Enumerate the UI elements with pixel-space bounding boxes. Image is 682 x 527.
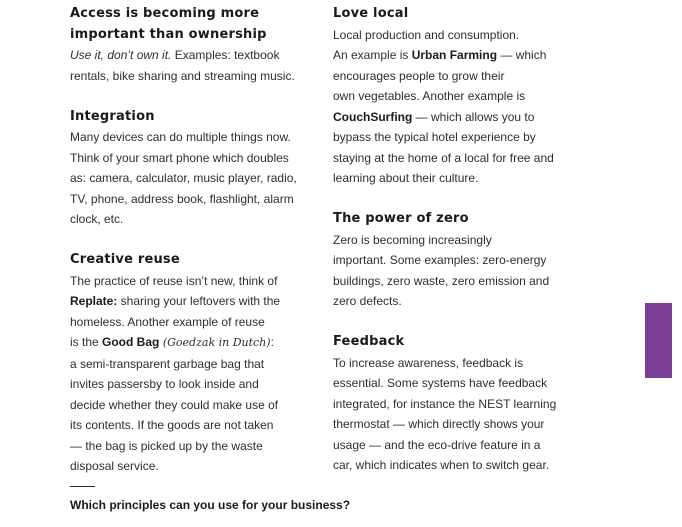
ownership-tagline: Use it, don’t own it. — [70, 48, 172, 62]
heading-reuse: Creative reuse — [70, 252, 180, 267]
body-reuse: The practice of reuse isn’t new, think of Replate: sharing your leftovers with the homeless. Another example of reuse is the Good Bag (Goedzak in Dutch): a semi-transparent garbage bag that invites passersby to look inside and decide whether they could make use of its contents. If the goods are not taken — the bag is picked up by the waste disposal service. — [70, 273, 281, 473]
heading-ownership: Access is becoming more important than ownership — [70, 6, 267, 42]
body-local: Local production and consumption. An example is Urban Farming — which encourages people to grow their own vegetables. Another example is CouchSurfing — which allows you to bypass the typical hotel experience by staying at the home of a local for free and learning about their culture. — [333, 27, 554, 185]
section-feedback — [333, 332, 583, 476]
heading-zero: The power of zero — [333, 211, 469, 226]
section-integration — [70, 107, 320, 230]
closing-question: Which principles can you use for your business? — [70, 498, 351, 512]
heading-integration: Integration — [70, 108, 155, 124]
left-column — [70, 4, 320, 477]
heading-feedback: Feedback — [333, 334, 405, 349]
urban-farming-term: Urban Farming — [411, 48, 498, 62]
chapter-tab — [645, 303, 672, 378]
replate-term: Replate: — [70, 294, 118, 308]
section-ownership — [70, 4, 320, 86]
divider-rule — [70, 486, 95, 487]
section-zero — [333, 209, 583, 312]
body-integration: Many devices can do multiple things now. Think of your smart phone which doubles as: camera, calculator, music player, radio, TV, phone, address book, flashlight, alarm clock, etc. — [70, 130, 297, 226]
body-ownership: Use it, don’t own it. Examples: textbook rentals, bike sharing and streaming music. — [70, 48, 295, 83]
body-feedback: To increase awareness, feedback is essential. Some systems have feedback integrated, for instance the NEST learning thermostat — which directly shows your usage — and the eco-drive feature in a car, which indicates when to switch gear. — [333, 355, 557, 472]
right-column — [333, 4, 583, 476]
section-reuse — [70, 250, 320, 477]
body-zero: Zero is becoming increasingly important. Some examples: zero-energy buildings, zero waste, zero emission and zero defects. — [333, 232, 550, 308]
heading-local: Love local — [333, 6, 409, 21]
section-local — [333, 4, 583, 189]
good-bag-term: Good Bag — [102, 335, 160, 349]
couchsurfing-term: CouchSurfing — [333, 109, 413, 124]
